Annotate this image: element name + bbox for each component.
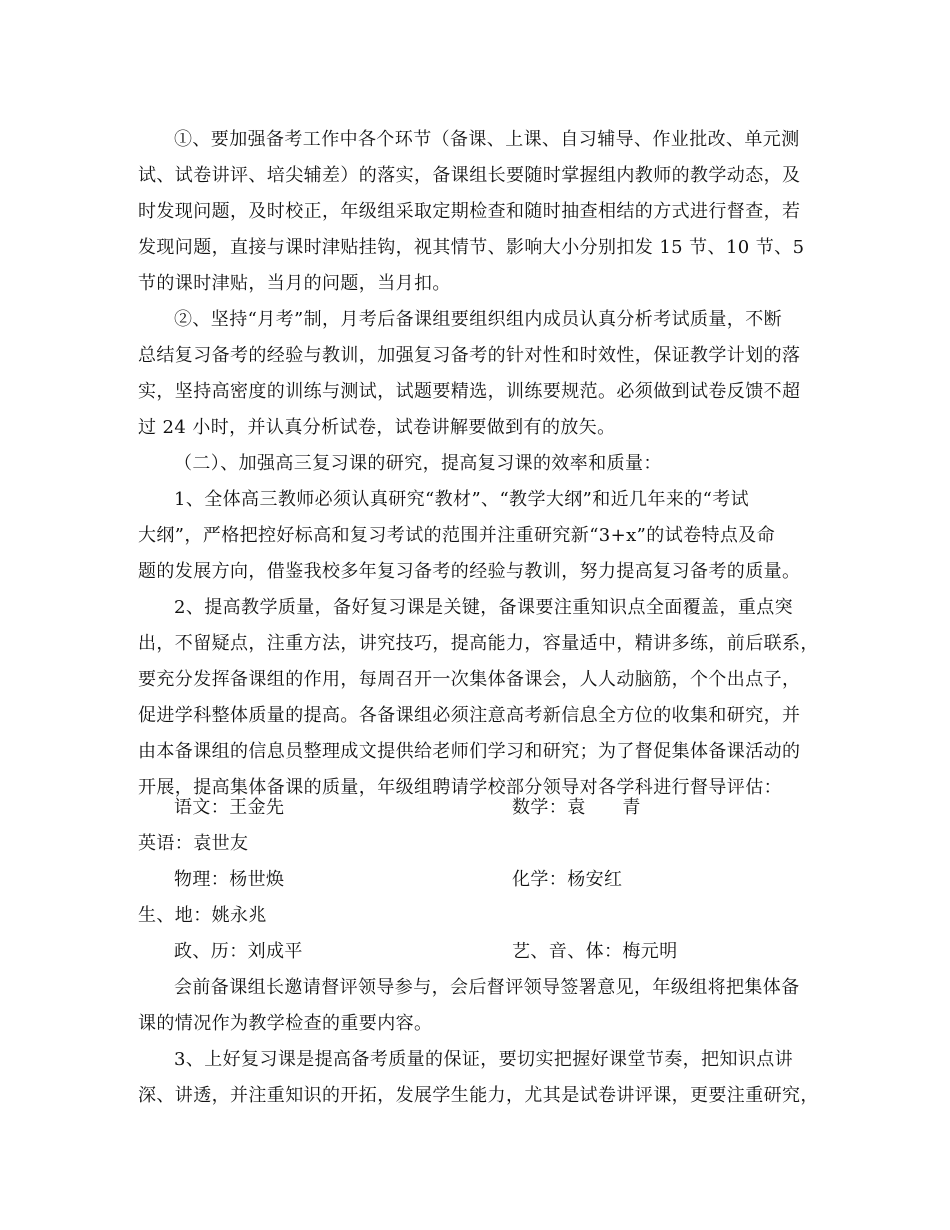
p1-line-5: 节的课时津贴，当月的问题，当月扣。 bbox=[138, 273, 451, 294]
assignment-chinese: 语文：王金先 bbox=[174, 797, 285, 818]
p2-line-2: 总结复习备考的经验与教训，加强复习备考的针对性和时效性，保证教学计划的落 bbox=[138, 345, 801, 366]
p3-line-3: 题的发展方向，借鉴我校多年复习备考的经验与教训，努力提高复习备考的质量。 bbox=[138, 561, 801, 582]
p2-line-1: ②、坚持“月考”制，月考后备课组要组织组内成员认真分析考试质量，不断 bbox=[174, 309, 783, 330]
p4-line-5: 由本备课组的信息员整理成文提供给老师们学习和研究；为了督促集体备课活动的 bbox=[138, 741, 801, 762]
p5-line-2: 课的情况作为教学检查的重要内容。 bbox=[138, 1013, 433, 1034]
p2-line-3: 实，坚持高密度的训练与测试，试题要精选，训练要规范。必须做到试卷反馈不超 bbox=[138, 381, 801, 402]
assignment-math: 数学：袁 青 bbox=[512, 797, 641, 818]
p4-line-1: 2、提高教学质量，备好复习课是关键，备课要注重知识点全面覆盖，重点突 bbox=[174, 597, 794, 618]
p1-line-1: ①、要加强备考工作中各个环节（备课、上课、自习辅导、作业批改、单元测 bbox=[174, 129, 800, 150]
p4-line-3: 要充分发挥备课组的作用，每周召开一次集体备课会，人人动脑筋，个个出点子， bbox=[138, 669, 801, 690]
assignment-physics: 物理：杨世焕 bbox=[174, 869, 285, 890]
p6-line-2: 深、讲透，并注重知识的开拓，发展学生能力，尤其是试卷讲评课，更要注重研究， bbox=[138, 1085, 819, 1106]
p6-line-1: 3、上好复习课是提高备考质量的保证，要切实把握好课堂节奏，把知识点讲 bbox=[174, 1049, 794, 1070]
assignment-chemistry: 化学：杨安红 bbox=[512, 869, 623, 890]
p1-line-3: 时发现问题，及时校正，年级组采取定期检查和随时抽查相结的方式进行督查，若 bbox=[138, 201, 801, 222]
assignment-english: 英语：袁世友 bbox=[138, 833, 249, 854]
p2-line-4: 过 24 小时，并认真分析试卷，试卷讲解要做到有的放矢。 bbox=[138, 417, 616, 438]
assignment-pol-hist: 政、历：刘成平 bbox=[174, 941, 303, 962]
p4-line-4: 促进学科整体质量的提高。各备课组必须注意高考新信息全方位的收集和研究，并 bbox=[138, 705, 801, 726]
p3-line-2: 大纲”，严格把控好标高和复习考试的范围并注重研究新“3+x”的试卷特点及命 bbox=[138, 525, 776, 546]
p5-line-1: 会前备课组长邀请督评领导参与，会后督评领导签署意见，年级组将把集体备 bbox=[174, 977, 800, 998]
section-heading: （二）、加强高三复习课的研究，提高复习课的效率和质量： bbox=[174, 453, 662, 474]
assignment-bio-geo: 生、地：姚永兆 bbox=[138, 905, 267, 926]
p4-line-6: 开展，提高集体备课的质量，年级组聘请学校部分领导对各学科进行督导评估： bbox=[138, 777, 782, 798]
assignment-art-music-pe: 艺、音、体：梅元明 bbox=[512, 941, 678, 962]
p1-line-4: 发现问题，直接与课时津贴挂钩，视其情节、影响大小分别扣发 15 节、10 节、5 bbox=[138, 237, 805, 258]
p3-line-1: 1、全体高三教师必须认真研究“教材”、“教学大纲”和近几年来的“考试 bbox=[174, 489, 750, 510]
p1-line-2: 试、试卷讲评、培尖辅差）的落实，备课组长要随时掌握组内教师的教学动态，及 bbox=[138, 165, 801, 186]
p4-line-2: 出，不留疑点，注重方法，讲究技巧，提高能力，容量适中，精讲多练，前后联系， bbox=[138, 633, 819, 654]
